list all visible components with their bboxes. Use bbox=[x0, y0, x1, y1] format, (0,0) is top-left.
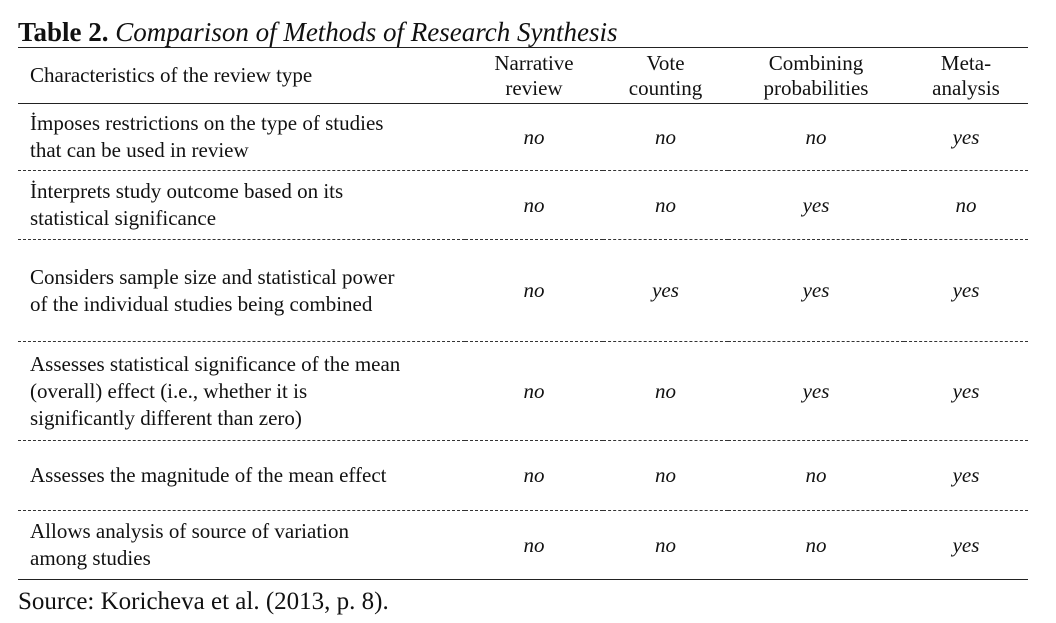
table-title: Comparison of Methods of Research Synthesis bbox=[115, 17, 618, 47]
header-characteristics: Characteristics of the review type bbox=[18, 48, 465, 104]
cell-combining-probabilities: yes bbox=[728, 342, 904, 441]
characteristic-line: among studies bbox=[30, 546, 151, 570]
characteristic-line: statistical significance bbox=[30, 206, 217, 230]
header-row bbox=[18, 48, 1028, 104]
row-characteristic bbox=[18, 441, 465, 511]
table-caption bbox=[18, 15, 618, 49]
table-row bbox=[18, 342, 1028, 441]
cell-meta-analysis: no bbox=[904, 171, 1028, 240]
characteristic-line: İmposes restrictions on the type of studies bbox=[30, 111, 384, 135]
cell-narrative-review: no bbox=[465, 511, 603, 580]
header-vote-line2: counting bbox=[628, 75, 703, 100]
cell-vote-counting: yes bbox=[603, 240, 728, 342]
header-combining-line2: probabilities bbox=[763, 75, 869, 100]
cell-combining-probabilities: no bbox=[728, 104, 904, 171]
source-note: Source: Koricheva et al. (2013, p. 8). bbox=[18, 588, 389, 615]
header-narrative-line2: review bbox=[505, 75, 563, 100]
header-vote-counting bbox=[603, 48, 728, 104]
cell-vote-counting: no bbox=[603, 441, 728, 511]
cell-meta-analysis: yes bbox=[904, 511, 1028, 580]
cell-vote-counting: no bbox=[603, 342, 728, 441]
characteristic-line: Allows analysis of source of variation bbox=[30, 519, 350, 543]
cell-combining-probabilities: yes bbox=[728, 171, 904, 240]
comparison-table bbox=[18, 47, 1028, 580]
characteristic-line: (overall) effect (i.e., whether it is bbox=[30, 378, 308, 403]
characteristic-line: Assesses statistical significance of the mean bbox=[30, 351, 401, 376]
characteristic-line: that can be used in review bbox=[30, 138, 249, 162]
table-row bbox=[18, 104, 1028, 171]
cell-narrative-review: no bbox=[465, 104, 603, 171]
table-header bbox=[18, 48, 1028, 104]
row-characteristic bbox=[18, 104, 465, 171]
header-vote-line1: Vote bbox=[646, 50, 685, 75]
header-meta-line1: Meta- bbox=[940, 50, 992, 75]
characteristic-line: İnterprets study outcome based on its bbox=[30, 179, 344, 203]
table-row bbox=[18, 441, 1028, 511]
row-characteristic bbox=[18, 171, 465, 240]
header-meta-analysis bbox=[904, 48, 1028, 104]
table-row bbox=[18, 511, 1028, 580]
cell-meta-analysis: yes bbox=[904, 441, 1028, 511]
cell-vote-counting: no bbox=[603, 104, 728, 171]
cell-combining-probabilities: no bbox=[728, 511, 904, 580]
cell-narrative-review: no bbox=[465, 171, 603, 240]
characteristic-line: Considers sample size and statistical power bbox=[30, 264, 395, 289]
cell-narrative-review: no bbox=[465, 441, 603, 511]
row-characteristic bbox=[18, 342, 465, 441]
characteristic-line: Assesses the magnitude of the mean effect bbox=[30, 463, 387, 487]
table-row bbox=[18, 171, 1028, 240]
cell-narrative-review: no bbox=[465, 240, 603, 342]
characteristic-line: of the individual studies being combined bbox=[30, 291, 373, 316]
cell-meta-analysis: yes bbox=[904, 240, 1028, 342]
row-characteristic bbox=[18, 240, 465, 342]
table-body bbox=[18, 104, 1028, 580]
header-combining-probabilities bbox=[728, 48, 904, 104]
cell-vote-counting: no bbox=[603, 511, 728, 580]
header-combining-line1: Combining bbox=[768, 50, 864, 75]
header-narrative-review bbox=[465, 48, 603, 104]
cell-combining-probabilities: no bbox=[728, 441, 904, 511]
header-narrative-line1: Narrative bbox=[494, 50, 574, 75]
row-characteristic bbox=[18, 511, 465, 580]
cell-meta-analysis: yes bbox=[904, 342, 1028, 441]
table-row bbox=[18, 240, 1028, 342]
cell-narrative-review: no bbox=[465, 342, 603, 441]
table-number: Table 2. bbox=[18, 17, 109, 47]
header-meta-line2: analysis bbox=[932, 75, 1000, 100]
cell-vote-counting: no bbox=[603, 171, 728, 240]
cell-meta-analysis: yes bbox=[904, 104, 1028, 171]
cell-combining-probabilities: yes bbox=[728, 240, 904, 342]
characteristic-line: significantly different than zero) bbox=[30, 405, 302, 430]
